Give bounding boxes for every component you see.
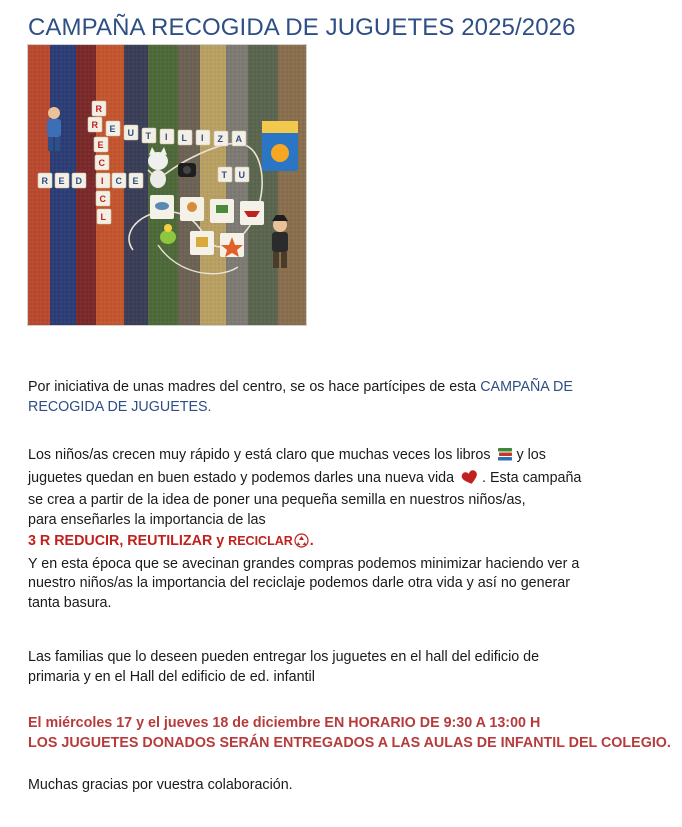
- intro-text: Por iniciativa de unas madres del centro, se os hace partícipes de esta: [28, 379, 481, 395]
- svg-text:D: D: [75, 176, 82, 186]
- svg-text:U: U: [238, 170, 245, 180]
- svg-text:I: I: [101, 176, 104, 186]
- svg-text:T: T: [221, 170, 227, 180]
- reasons-line-3: se crea a partir de la idea de poner una pequeña semilla en nuestros niños/as,: [28, 492, 526, 508]
- three-r-recycle-word: RECICLAR: [228, 534, 293, 548]
- reasons-line-8: tanta basura.: [28, 594, 112, 611]
- svg-text:L: L: [181, 133, 187, 143]
- reasons-line-7: nuestro niños/as la importancia del reciclaje podemos darle otra vida y así no generar: [28, 575, 570, 591]
- reasons-line-1b: y los: [516, 447, 546, 463]
- intro-paragraph: [28, 378, 658, 417]
- reasons-line-2b: . Esta campaña: [482, 469, 582, 486]
- campaign-name-highlight-2: RECOGIDA DE JUGUETES.: [28, 398, 212, 415]
- reasons-line-6: Y en esta época que se avecinan grandes compras podemos minimizar haciendo ver a: [28, 555, 580, 572]
- reasons-line-4: para enseñarles la importancia de las: [28, 511, 266, 528]
- svg-text:E: E: [58, 176, 65, 186]
- svg-text:C: C: [115, 176, 122, 186]
- closing-paragraph: [28, 776, 658, 796]
- svg-text:R: R: [91, 120, 98, 130]
- svg-text:T: T: [145, 131, 151, 141]
- svg-text:E: E: [132, 176, 139, 186]
- schedule-note: LOS JUGUETES DONADOS SERÁN ENTREGADOS A LAS AULAS DE INFANTIL DEL COLEGIO.: [28, 734, 671, 751]
- svg-text:A: A: [235, 134, 242, 144]
- schedule-paragraph: [28, 714, 671, 753]
- svg-text:R: R: [41, 176, 48, 186]
- page-title: CAMPAÑA RECOGIDA DE JUGUETES 2025/2026: [28, 14, 576, 41]
- thanks-text: Muchas gracias por vuestra colaboración.: [28, 777, 293, 793]
- svg-text:I: I: [165, 132, 168, 142]
- reasons-line-1a: Los niños/as crecen muy rápido y está claro que muchas veces los libros: [28, 447, 491, 463]
- svg-text:Z: Z: [217, 134, 223, 144]
- svg-text:I: I: [201, 133, 204, 143]
- three-r-heading: 3 R REDUCIR, REUTILIZAR y: [28, 533, 229, 549]
- toys-recycling-photo: [27, 44, 307, 326]
- svg-text:C: C: [99, 194, 106, 204]
- schedule-dates: El miércoles 17 y el jueves 18 de diciembre EN HORARIO DE 9:30 A 13:00 H: [28, 715, 541, 731]
- delivery-paragraph: [28, 648, 658, 687]
- svg-text:E: E: [109, 124, 116, 134]
- campaign-name-highlight: CAMPAÑA DE: [480, 379, 573, 395]
- recycle-icon: [294, 533, 309, 555]
- heart-icon: [461, 470, 479, 492]
- svg-text:R: R: [95, 104, 102, 114]
- svg-text:U: U: [127, 128, 134, 138]
- photo-illustration: [28, 45, 306, 325]
- delivery-line-2: primaria y en el Hall del edificio de ed. infantil: [28, 668, 315, 685]
- svg-text:C: C: [98, 158, 105, 168]
- three-r-end: .: [309, 533, 314, 549]
- delivery-line-1: Las familias que lo deseen pueden entregar los juguetes en el hall del edificio de: [28, 649, 540, 665]
- svg-text:L: L: [100, 212, 106, 222]
- reasons-line-2a: juguetes quedan en buen estado y podemos darles una nueva vida: [28, 469, 455, 486]
- books-icon: [497, 446, 513, 469]
- reasons-paragraph: [28, 446, 658, 613]
- svg-text:E: E: [97, 140, 104, 150]
